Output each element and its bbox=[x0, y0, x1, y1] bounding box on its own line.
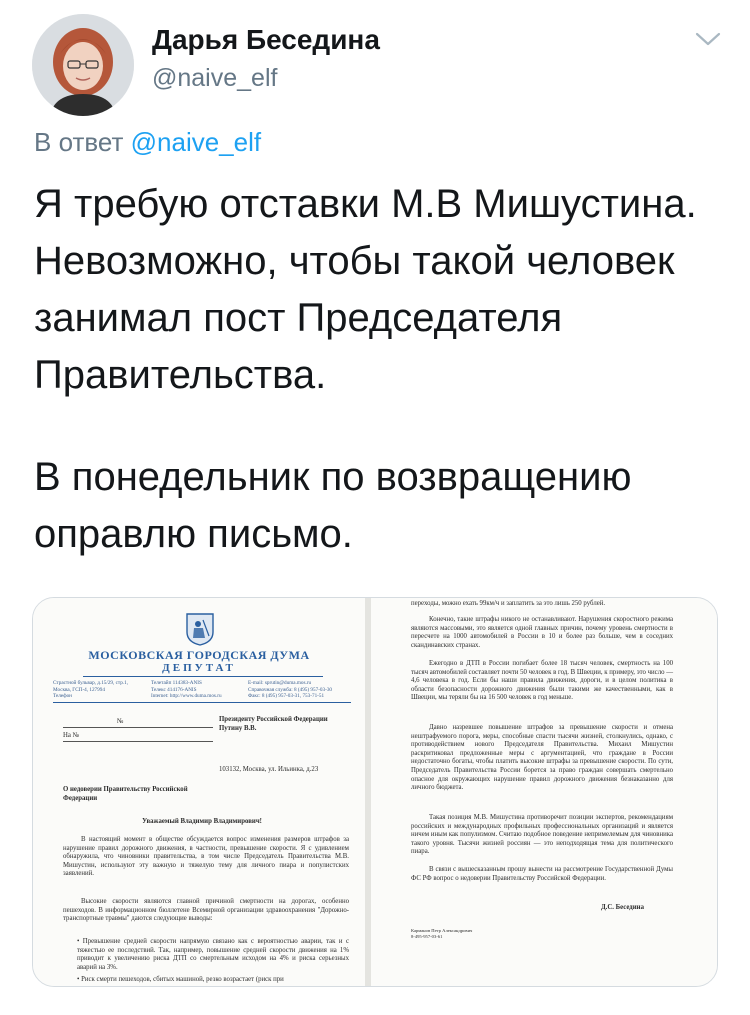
bullet-text: Риск смерти пешеходов, сбитых машиной, резко возрастает (риск при bbox=[81, 976, 284, 983]
letter-page2-para-3: Давно назревшее повышение штрафов за превышение скорости и отмена нештрафуемого порога, меры, способные спасти тысячи жизней, столкнулись, однако, с противодействием нового Председателя Правительства. Михаил Мишустин раскритиковал предложенные меры с аргументацией, что граждане в России недостаточно богаты, чтобы платить высокие штрафы за превышение скорости. По сути, Председатель Правительства России борется за право граждан совершать смертельно опасное для окружающих нарушение правил дорожного движения безнаказанно для личного бюджета. bbox=[411, 724, 673, 792]
letter-body-2: Высокие скорости являются главной причиной смертности на дорогах, особенно пешеходов. В информационном бюллетене Всемирной организации здравоохранения "Дорожно-транспортные травмы" даются следующие выводы: bbox=[63, 898, 349, 923]
letter-page-2 bbox=[371, 598, 717, 986]
author-handle[interactable]: @naive_elf bbox=[152, 64, 278, 92]
incoming-number bbox=[63, 732, 213, 742]
avatar-photo bbox=[32, 14, 134, 116]
letter-subject: О недоверии Правительству Российской Федерации bbox=[63, 786, 188, 802]
avatar[interactable] bbox=[32, 14, 134, 116]
letter-page2-top: переходы, можно ехать 99км/ч и заплатить за это лишь 250 рублей. bbox=[411, 600, 606, 607]
reply-mention-link[interactable]: @naive_elf bbox=[130, 127, 262, 157]
letter-page-1 bbox=[33, 598, 371, 986]
letter-bullet-1: • Превышение средней скорости напрямую связано как с вероятностью аварии, так и с тяжестью ее последствий. Так, например, повышение средней скорости движения на 1% приводит к увеличению риска ДТП со смертельным исходом на 4% и риска серьезных аварий на 3%. bbox=[77, 938, 349, 971]
letter-page2-para-5: В связи с вышесказанным прошу вынести на рассмотрение Государственной Думы ФС РФ вопрос о недоверии Правительству Российской Федерации. bbox=[411, 866, 673, 882]
tweet-text-paragraph-1: Я требую отставки М.В Мишустина. Невозможно, чтобы такой человек занимал пост Председателя Правительства. bbox=[34, 182, 697, 397]
letter-page2-para-2: Ежегодно в ДТП в России погибает более 18 тысяч человек, смертность на 100 тысяч автомобилей составляет почти 50 человек в год. В Швеции, к примеру, это число — 4,6 человека в год. Если бы наши правила движения, дороги, и в целом политика в области безопасности дорожного движения были такими же качественными, как в Швеции, мы теряли бы на 16 500 человек в год меньше. bbox=[411, 660, 673, 702]
num-label: № bbox=[117, 718, 124, 725]
author-name[interactable]: Дарья Беседина bbox=[152, 24, 380, 55]
signature: Д.С. Беседина bbox=[601, 904, 644, 911]
letter-page2-para-1: Конечно, такие штрафы никого не останавливают. Нарушения скоростного режима являются массовыми, это является одной главных причин, почему уровень смертности в пересчете на 1000 автомобилей в России в 10 и более раз больше, чем в соседних скандинавских странах. bbox=[411, 616, 673, 649]
org-name: МОСКОВСКАЯ ГОРОДСКАЯ ДУМА bbox=[88, 648, 310, 662]
tweet-text-paragraph-2: В понедельник по возвращению оправлю письмо. bbox=[34, 455, 632, 556]
moscow-coat-of-arms-icon bbox=[185, 612, 215, 646]
tweet-media-image[interactable] bbox=[32, 597, 718, 987]
divider bbox=[53, 702, 351, 703]
contacts-mid: Телетайп 114383-ANIS Телекс 414176-ANIS Internet: http://www.duma.mos.ru bbox=[151, 680, 222, 699]
recipient-address: 103132, Москва, ул. Ильинка, д.23 bbox=[219, 766, 319, 773]
bullet-text: Превышение средней скорости напрямую связано как с вероятностью аварии, так и с тяжестью ее последствий. Так, например, повышение средней скорости движения на 1% приводит к увеличению риска ДТП со смертельным исходом на 4% и риска серьезных аварий на 3%. bbox=[77, 938, 349, 971]
salutation: Уважаемый Владимир Владимирович! bbox=[142, 818, 262, 825]
footer-phone: 8-495-957-03-61 bbox=[411, 934, 443, 939]
letter-footer bbox=[411, 928, 472, 940]
chevron-down-icon[interactable] bbox=[694, 30, 722, 48]
letter-body-1: В настоящий момент в обществе обсуждается вопрос изменения размеров штрафов за нарушение правил дорожного движения, в частности, превышение скорости. Я с удивлением обнаружила, что чиновники правительства, в том числе Председатель Правительства М.В. Мишустин, используют эту важную и тяжелую тему для личного пиара и популистских заявлений. bbox=[63, 836, 349, 878]
recipient: Президенту Российской Федерации Путину В.В. bbox=[219, 716, 328, 732]
reply-context bbox=[34, 127, 261, 158]
contacts-left: Страстной бульвар, д.15/29, стр.1, Москва, ГСП-4, 127994 Телефон bbox=[53, 680, 129, 699]
letter-page2-para-4: Такая позиция М.В. Мишустина противоречит позиции экспертов, рекомендациям российских и международных профильных профессиональных организаций и является ничем иным как популизмом. Считаю подобное поведение непримелемым для чиновника такого уровня. Тысячи жизней россиян — это неподходящая тема для политического пиара. bbox=[411, 814, 673, 856]
reply-prefix: В ответ bbox=[34, 127, 124, 157]
footer-name: Карманов Петр Александрович bbox=[411, 928, 473, 933]
divider bbox=[83, 676, 323, 677]
outgoing-number bbox=[63, 718, 213, 728]
letter-bullet-2: • Риск смерти пешеходов, сбитых машиной, резко возрастает (риск при bbox=[77, 976, 284, 983]
on-num-label: На № bbox=[63, 732, 80, 739]
contacts-right: E-mail: sprutin@duma.mos.ru Справочная служба: 8 (495) 957-03-30 Факс: 8 (495) 957-03-31, 753-71-51 bbox=[248, 680, 333, 699]
org-role: ДЕПУТАТ bbox=[162, 662, 236, 674]
